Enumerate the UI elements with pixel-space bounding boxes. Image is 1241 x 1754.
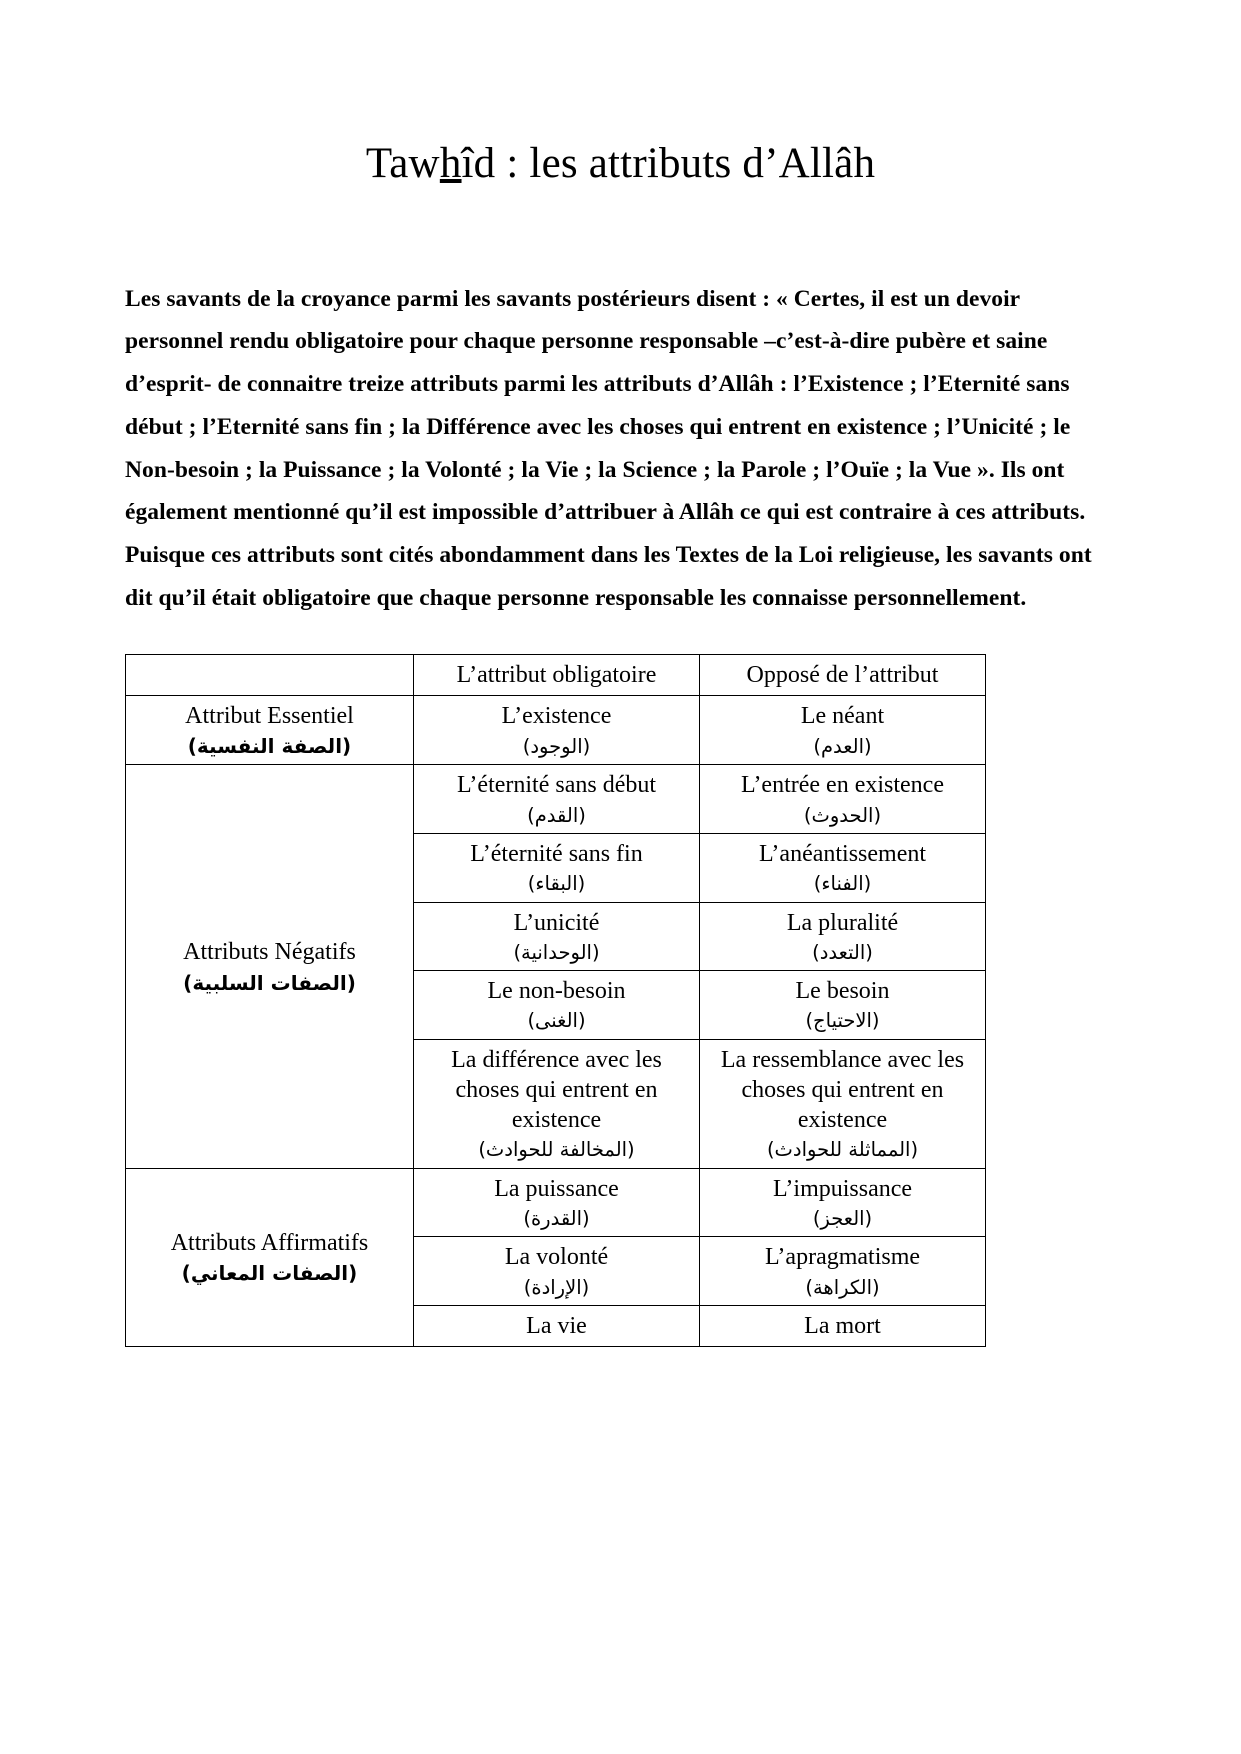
obligatory-text-fr: L’éternité sans fin <box>470 840 643 867</box>
category-label-ar: (الصفات السلبية) <box>183 970 356 995</box>
opposite-text-fr: La ressemblance avec les choses qui entrent en existence <box>720 1046 965 1134</box>
obligatory-cell <box>414 1237 700 1306</box>
opposite-text-fr: L’apragmatisme <box>764 1244 921 1271</box>
obligatory-cell <box>414 902 700 971</box>
category-cell <box>126 1168 414 1346</box>
opposite-cell <box>700 1305 986 1346</box>
table-row <box>126 695 986 764</box>
obligatory-text-fr: Le non-besoin <box>487 978 626 1005</box>
table-header-obligatory: L’attribut obligatoire <box>414 654 700 695</box>
obligatory-cell <box>414 1039 700 1168</box>
category-label-fr: Attributs Négatifs <box>183 939 356 966</box>
obligatory-text-ar: (القدرة) <box>523 1206 590 1230</box>
intro-paragraph: Les savants de la croyance parmi les savants postérieurs disent : « Certes, il est un devoir personnel rendu obligatoire pour chaque personne responsable –c’est-à-dire pubère et saine d’esprit- de connaitre treize attributs parmi les attributs d’Allâh : l’Existence ; l’Eternité sans début ; l’Eternité sans fin ; la Différence avec les choses qui entrent en existence ; l’Unicité ; le Non-besoin ; la Puissance ; la Volonté ; la Vie ; la Science ; la Parole ; l’Ouïe ; la Vue ». Ils ont également mentionné qu’il est impossible d’attribuer à Allâh ce qui est contraire à ces attributs. Puisque ces attributs sont cités abondamment dans les Textes de la Loi religieuse, les savants ont dit qu’il était obligatoire que chaque personne responsable les connaisse personnellement. <box>125 285 1092 611</box>
opposite-text-fr: Le besoin <box>795 978 890 1005</box>
obligatory-text-ar: (القدم) <box>527 803 586 827</box>
opposite-text-ar: (العدم) <box>813 734 872 758</box>
category-label-ar: (الصفات المعاني) <box>181 1261 358 1286</box>
opposite-text-ar: (الفناء) <box>813 872 872 896</box>
category-cell <box>126 695 414 764</box>
obligatory-text-fr: La différence avec les choses qui entrent en existence <box>451 1046 662 1134</box>
table-header-row <box>126 654 986 695</box>
obligatory-cell <box>414 833 700 902</box>
opposite-text-ar: (الحدوث) <box>803 803 882 827</box>
opposite-text-fr: La pluralité <box>786 909 899 936</box>
opposite-text-fr: L’anéantissement <box>758 840 927 867</box>
opposite-text-fr: L’impuissance <box>772 1175 913 1202</box>
opposite-text-fr: Le néant <box>800 703 885 730</box>
obligatory-text-ar: (الوحدانية) <box>513 940 600 964</box>
opposite-text-ar: (الكراهة) <box>805 1275 880 1299</box>
obligatory-text-ar: (البقاء) <box>527 872 586 896</box>
obligatory-text-fr: L’existence <box>501 703 612 730</box>
opposite-text-ar: (الاحتياج) <box>805 1009 880 1033</box>
table-header-category <box>126 654 414 695</box>
opposite-cell <box>700 1237 986 1306</box>
obligatory-cell <box>414 1305 700 1346</box>
title-before: Taw <box>365 140 440 187</box>
opposite-cell <box>700 833 986 902</box>
category-label-fr: Attributs Affirmatifs <box>170 1230 369 1257</box>
title-after: îd : les attributs d’Allâh <box>461 140 876 187</box>
obligatory-text-ar: (المخالفة للحوادث) <box>478 1138 635 1162</box>
obligatory-text-ar: (الإرادة) <box>523 1275 590 1299</box>
obligatory-text-fr: La vie <box>526 1312 587 1339</box>
category-label-fr: Attribut Essentiel <box>185 702 354 729</box>
opposite-text-fr: L’entrée en existence <box>740 772 944 799</box>
obligatory-text-fr: L’unicité <box>513 909 600 936</box>
table-header-opposite: Opposé de l’attribut <box>700 654 986 695</box>
obligatory-cell <box>414 695 700 764</box>
opposite-text-ar: (العجز) <box>812 1206 873 1230</box>
attributes-table <box>125 654 986 1347</box>
obligatory-text-ar: (الغنى) <box>527 1009 586 1033</box>
table-body <box>126 695 986 1346</box>
page-title <box>125 138 1116 190</box>
obligatory-text-ar: (الوجود) <box>522 734 591 758</box>
title-underlined-letter: h <box>439 140 462 187</box>
obligatory-cell <box>414 765 700 834</box>
opposite-cell <box>700 695 986 764</box>
obligatory-text-fr: La volonté <box>504 1244 609 1271</box>
opposite-text-ar: (التعدد) <box>812 940 873 964</box>
obligatory-cell <box>414 971 700 1040</box>
table-row <box>126 765 986 834</box>
opposite-cell <box>700 971 986 1040</box>
opposite-cell <box>700 902 986 971</box>
opposite-cell <box>700 765 986 834</box>
opposite-cell <box>700 1039 986 1168</box>
obligatory-cell <box>414 1168 700 1237</box>
opposite-cell <box>700 1168 986 1237</box>
obligatory-text-fr: L’éternité sans début <box>456 772 657 799</box>
opposite-text-ar: (المماثلة للحوادث) <box>766 1138 919 1162</box>
category-cell <box>126 765 414 1168</box>
obligatory-text-fr: La puissance <box>494 1175 619 1202</box>
table-row <box>126 1168 986 1237</box>
category-label-ar: (الصفة النفسية) <box>187 734 352 759</box>
opposite-text-fr: La mort <box>804 1312 881 1339</box>
